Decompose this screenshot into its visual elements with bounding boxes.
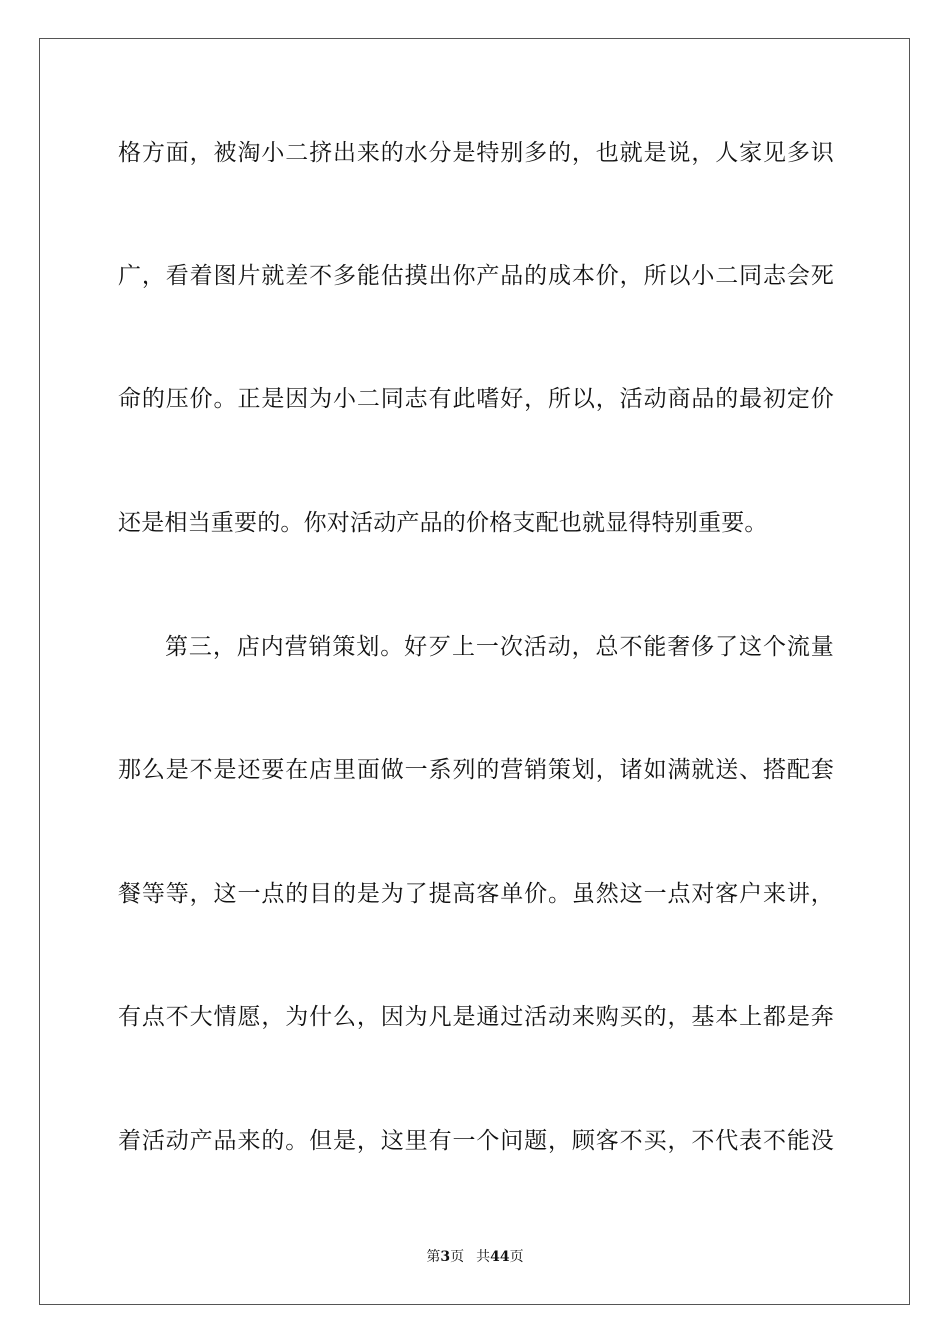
body-line-7: 餐等等，这一点的目的是为了提高客单价。虽然这一点对客户来讲， [118, 881, 834, 907]
footer-page-suffix: 页 [450, 1249, 465, 1265]
footer-total-pages: 44 [490, 1249, 510, 1265]
body-line-8: 有点不大情愿，为什么，因为凡是通过活动来购买的，基本上都是奔 [118, 1004, 834, 1030]
page-border [39, 38, 910, 1305]
body-line-3: 命的压价。正是因为小二同志有此嗜好，所以，活动商品的最初定价 [118, 386, 834, 412]
body-line-2: 广，看着图片就差不多能估摸出你产品的成本价，所以小二同志会死 [118, 263, 834, 289]
body-line-1: 格方面，被淘小二挤出来的水分是特别多的，也就是说，人家见多识 [118, 140, 834, 166]
body-line-5: 第三，店内营销策划。好歹上一次活动，总不能奢侈了这个流量 [165, 634, 834, 660]
body-line-4: 还是相当重要的。你对活动产品的价格支配也就显得特别重要。 [118, 510, 768, 536]
footer-page-prefix: 第 [426, 1249, 441, 1265]
footer-total-prefix: 共 [476, 1249, 491, 1265]
page-footer [0, 1248, 950, 1266]
footer-total-suffix: 页 [509, 1249, 524, 1265]
footer-page-number: 3 [440, 1249, 451, 1265]
body-line-9: 着活动产品来的。但是，这里有一个问题，顾客不买，不代表不能没 [118, 1128, 834, 1154]
body-line-6: 那么是不是还要在店里面做一系列的营销策划，诸如满就送、搭配套 [118, 757, 834, 783]
